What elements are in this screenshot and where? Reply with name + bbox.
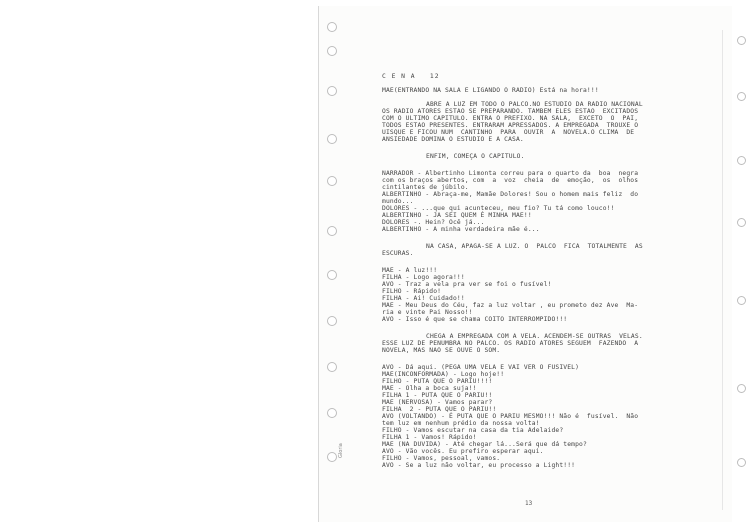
- stage-direction: OS RADIO ATORES ESTAO SE PREPARANDO. TAMBEM ELES ESTAO EXCITADOS: [382, 108, 639, 115]
- stage-direction: NA CASA, APAGA-SE A LUZ. O PALCO FICA TOTALMENTE AS: [426, 243, 643, 250]
- stage-direction: ABRE A LUZ EM TODO O PALCO.NO ESTUDIO DA RADIO NACIONAL: [426, 101, 643, 108]
- dialogue-line: com os braços abertos, com a voz cheia de emoção, os olhos: [382, 177, 639, 184]
- dialogue-line: AVO - Isso é que se chama COITO INTERROMPIDO!!!: [382, 316, 568, 323]
- stage-direction: ESCURAS.: [382, 250, 414, 257]
- dialogue-line: MAE(INCONFORMADA) - Logo hoje!!: [382, 371, 505, 378]
- dialogue-line: NARRADOR - Albertinho Limonta correu para o quarto da boa negra: [382, 170, 639, 177]
- dialogue-line: cintilantes de júbilo.: [382, 184, 469, 191]
- stage-direction: CHEGA A EMPREGADA COM A VELA. ACENDEM-SE OUTRAS VELAS.: [426, 333, 643, 340]
- dialogue-line: MAE (NERVOSA) - Vamos parar?: [382, 399, 493, 406]
- dialogue-line: mundo...: [382, 198, 414, 205]
- punch-hole: [327, 134, 337, 144]
- dialogue-line: MAE - Olha a boca suja!!: [382, 385, 477, 392]
- punch-hole: [327, 226, 337, 236]
- punch-hole: [737, 92, 746, 101]
- dialogue-line: AVO - Vão vocês. Eu prefiro esperar aqui.: [382, 448, 544, 455]
- punch-hole: [737, 296, 746, 305]
- scene-heading: C E N A 12: [382, 73, 440, 80]
- dialogue-line: ria e vinte Pai Nosso!!: [382, 309, 473, 316]
- punch-hole: [327, 270, 337, 280]
- punch-hole: [737, 218, 746, 227]
- dialogue-line: DOLORES - ...que qui acunteceu, meu fio? Tu tá como louco!!: [382, 205, 615, 212]
- dialogue-line: FILHO - Vamos escutar na casa da tia Adelaide?: [382, 427, 564, 434]
- dialogue-line: FILHA 2 - PUTA QUE O PARIU!!: [382, 406, 497, 413]
- punch-hole: [327, 176, 337, 186]
- dialogue-line: ALBERTINHO - JA SEI QUEM É MINHA MAE!!: [382, 212, 532, 219]
- stage-direction: ENFIM, COMEÇA O CAPITULO.: [426, 153, 525, 160]
- punch-hole: [327, 46, 337, 56]
- punch-hole: [327, 452, 337, 462]
- dialogue-line: FILHA - Logo agora!!!: [382, 274, 465, 281]
- dialogue-line: FILHA 1 - PUTA QUE O PARIU!!: [382, 392, 493, 399]
- punch-hole: [327, 316, 337, 326]
- stage-direction: ANSIEDADE DOMINA O ESTUDIO E A CASA.: [382, 136, 524, 143]
- dialogue-line: tem luz em nenhum prédio da nossa volta!: [382, 420, 540, 427]
- punch-hole: [737, 384, 746, 393]
- punch-hole: [737, 36, 746, 45]
- dialogue-line: DOLORES -. Hein? Ocê já...: [382, 219, 485, 226]
- stage-direction: UISQUE E FICOU NUM CANTINHO PARA OUVIR A NOVELA.O CLIMA DE: [382, 129, 635, 136]
- dialogue-line: AVO - Traz a vela pra ver se foi o fusível!: [382, 281, 552, 288]
- punch-hole: [327, 22, 337, 32]
- dialogue-line: AVO - Se a luz não voltar, eu processo a Light!!!: [382, 462, 576, 469]
- dialogue-line: MAE - Meu Deus do Céu, faz a luz voltar , eu prometo dez Ave Ma-: [382, 302, 639, 309]
- dialogue-line: FILHA - Ai! Cuidado!!: [382, 295, 465, 302]
- stage-direction: NOVELA, MAS NAO SE OUVE O SOM.: [382, 347, 501, 354]
- dialogue-line: ALBERTINHO - A minha verdadeira mãe é...: [382, 226, 540, 233]
- punch-hole: [327, 408, 337, 418]
- dialogue-line: AVO - Dá aqui. (PEGA UMA VELA E VAI VER O FUSIVEL): [382, 364, 580, 371]
- dialogue-line: FILHO - Rápido!: [382, 288, 442, 295]
- dialogue-line: AVO (VOLTANDO) - É PUTA QUE O PARIU MESMO!!! Não é fusível. Não: [382, 413, 639, 420]
- page-right-edge: [722, 30, 723, 510]
- stage-direction: COM O ULTIMO CAPITULO. ENTRA O PREFIXO. NA SALA, EXCETO O PAI,: [382, 115, 639, 122]
- dialogue-line: MAE (NA DUVIDA) - Até chegar lá...Será que dá tempo?: [382, 441, 587, 448]
- stage-direction: ESSE LUZ DE PENUMBRA NO PALCO. OS RADIO ATORES SEGUEM FAZENDO A: [382, 340, 639, 347]
- dialogue-line: FILHO - Vamos, pessoal, vamos.: [382, 455, 501, 462]
- dialogue-line: FILHA 1 - Vamos! Rápido!: [382, 434, 477, 441]
- dialogue-line: MAE - A luz!!!: [382, 267, 438, 274]
- stage-line: MAE(ENTRANDO NA SALA E LIGANDO O RADIO) Está na hora!!!: [382, 87, 599, 94]
- dialogue-line: ALBERTINHO - Abraça-me, Mamãe Dolores! Sou o homem mais feliz do: [382, 191, 639, 198]
- punch-hole: [737, 458, 746, 467]
- dialogue-line: FILHO - PUTA QUE O PARIU!!!!: [382, 378, 493, 385]
- punch-hole: [737, 156, 746, 165]
- page-left-edge: [318, 6, 319, 522]
- side-stamp: Gloria: [338, 443, 344, 458]
- punch-hole: [327, 362, 337, 372]
- stage-direction: TODOS ESTAO PRESENTES. ENTRARAM APRESSADOS. A EMPREGADA TROUXE O: [382, 122, 639, 129]
- punch-hole: [327, 86, 337, 96]
- page-number: 13: [525, 500, 533, 507]
